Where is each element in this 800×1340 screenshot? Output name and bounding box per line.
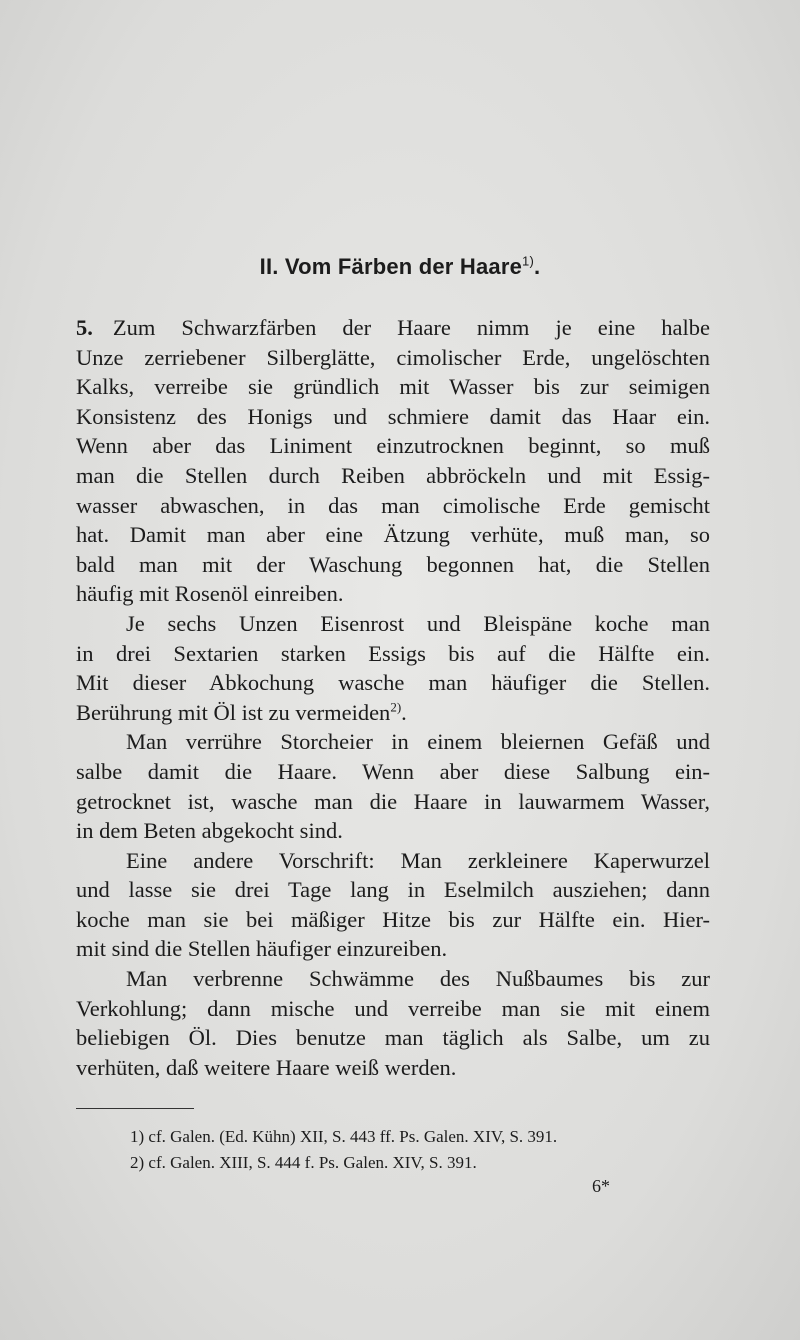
text-line: koche man sie bei mäßiger Hitze bis zur Hälfte ein. Hier-	[76, 906, 710, 932]
text-line: Berührung mit Öl ist zu vermeiden$^{2)}$.	[76, 699, 407, 725]
text-line: Je sechs Unzen Eisenrost und Bleispäne koche man	[126, 610, 710, 636]
section-heading: II. Vom Färben der Haare$^{1)}$.	[259, 253, 541, 279]
text-line: Man verrühre Storcheier in einem bleiernen Gefäß und	[126, 729, 710, 755]
text-line: Unze zerriebener Silberglätte, cimolischer Erde, ungelöschten	[76, 344, 710, 370]
main-text	[76, 313, 710, 1082]
text-line: Eine andere Vorschrift: Man zerkleinere Kaperwurzel	[126, 847, 710, 873]
text-line: in dem Beten abgekocht sind.	[76, 818, 343, 844]
footnote: 2) cf. Galen. XIII, S. 444 f. Ps. Galen. XIV, S. 391.	[130, 1153, 477, 1172]
text-line: in drei Sextarien starken Essigs bis auf die Hälfte ein.	[76, 640, 710, 666]
text-line: bald man mit der Waschung begonnen hat, die Stellen	[76, 551, 710, 577]
text-line: man die Stellen durch Reiben abbröckeln und mit Essig-	[76, 462, 710, 488]
signature-mark: 6*	[592, 1176, 610, 1196]
text-line: häufig mit Rosenöl einreiben.	[76, 581, 344, 607]
text-line: hat. Damit man aber eine Ätzung verhüte, muß man, so	[76, 522, 710, 548]
text-line: Kalks, verreibe sie gründlich mit Wasser bis zur seimigen	[76, 374, 710, 400]
text-line: wasser abwaschen, in das man cimolische Erde gemischt	[76, 492, 710, 518]
footnote-divider	[76, 1108, 194, 1109]
text-line: Wenn aber das Liniment einzutrocknen beginnt, so muß	[76, 433, 710, 459]
text-line: und lasse sie drei Tage lang in Eselmilch ausziehen; dann	[76, 877, 710, 903]
text-line: 5. Zum Schwarzfärben der Haare nimm je eine halbe	[76, 315, 710, 340]
paragraph-number: 5.	[76, 315, 93, 340]
text-line: salbe damit die Haare. Wenn aber diese Salbung ein-	[76, 758, 710, 784]
footnote: 1) cf. Galen. (Ed. Kühn) XII, S. 443 ff. Ps. Galen. XIV, S. 391.	[130, 1127, 558, 1146]
text-line: mit sind die Stellen häufiger einzureiben.	[76, 936, 448, 962]
text-line: Verkohlung; dann mische und verreibe man sie mit einem	[76, 995, 710, 1021]
text-line: Konsistenz des Honigs und schmiere damit das Haar ein.	[76, 403, 710, 429]
text-line: Man verbrenne Schwämme des Nußbaumes bis zur	[126, 966, 710, 992]
footnote-ref: 2)	[390, 699, 402, 715]
text-line: Mit dieser Abkochung wasche man häufiger die Stellen.	[76, 670, 710, 696]
heading-footnote-ref: 1)	[522, 253, 535, 269]
text-line: verhüten, daß weitere Haare weiß werden.	[76, 1054, 457, 1080]
text-line: getrocknet ist, wasche man die Haare in lauwarmem Wasser,	[76, 788, 710, 814]
text-line: beliebigen Öl. Dies benutze man täglich als Salbe, um zu	[76, 1025, 710, 1051]
